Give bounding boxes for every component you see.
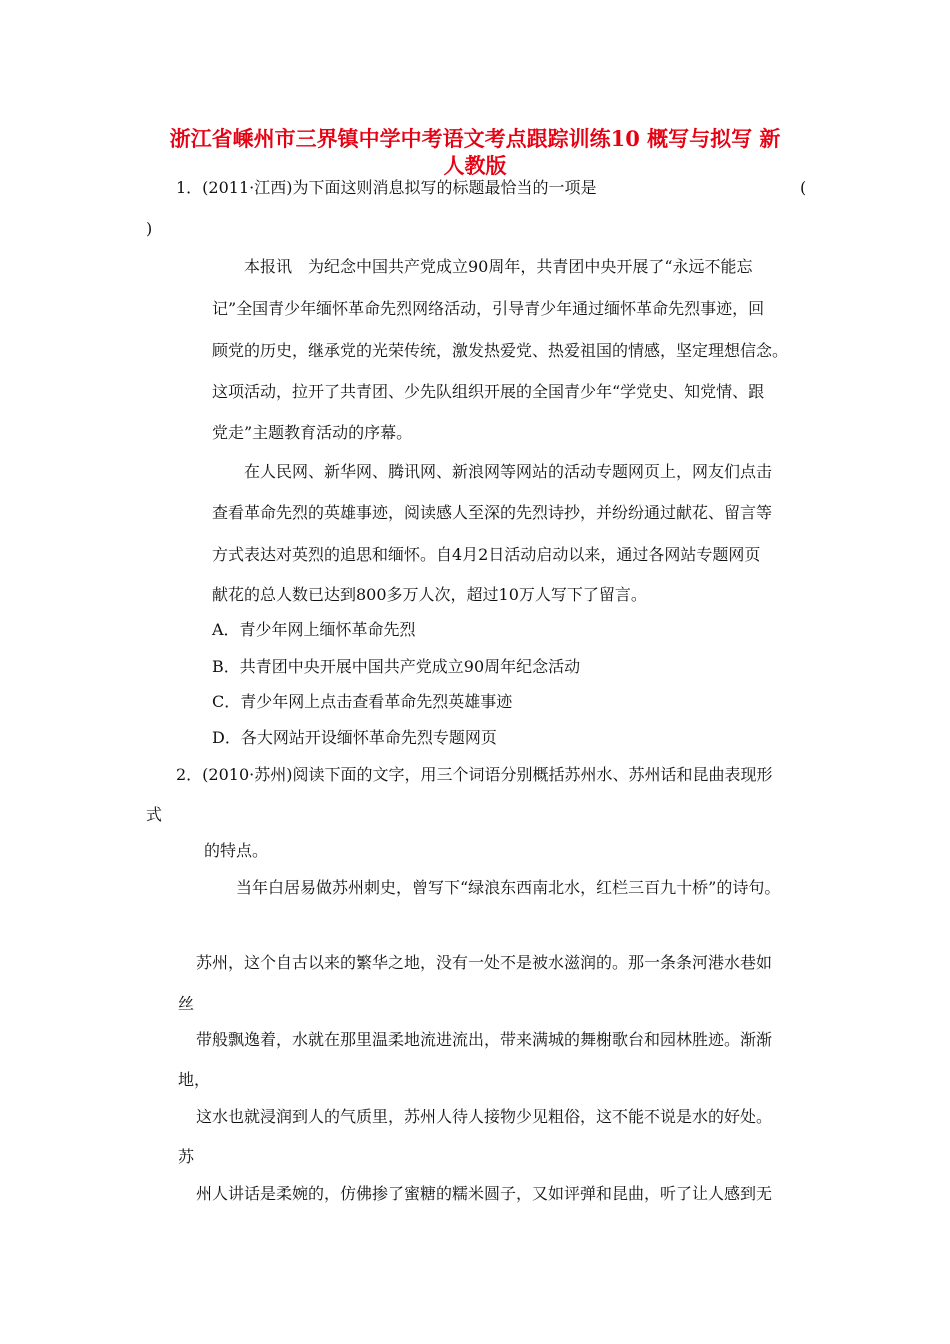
q1-passage-line: 本报讯 为纪念中国共产党成立90周年，共青团中央开展了“永远不能忘 (244, 257, 753, 276)
q1-stem: 1．(2011·江西)为下面这则消息拟写的标题最恰当的一项是 (176, 178, 597, 197)
q2-stem-wrap: 的特点。 (204, 841, 269, 860)
q1-option-a: A．青少年网上缅怀革命先烈 (212, 620, 416, 639)
q1-passage-line: 党走”主题教育活动的序幕。 (212, 423, 413, 442)
q1-answer-bracket-open: ( (800, 178, 807, 197)
q2-passage-line: 带般飘逸着，水就在那里温柔地流进流出，带来满城的舞榭歌台和园林胜迹。渐渐 (196, 1030, 773, 1049)
q2-passage-line: 地， (178, 1070, 211, 1089)
title-line-2: 人教版 (443, 153, 507, 178)
q1-option-c: C．青少年网上点击查看革命先烈英雄事迹 (212, 692, 513, 711)
q1-passage-line: 顾党的历史，继承党的光荣传统，激发热爱党、热爱祖国的情感，坚定理想信念。 (212, 341, 789, 360)
q2-passage-line: 当年白居易做苏州刺史，曾写下“绿浪东西南北水，红栏三百九十桥”的诗句。 (236, 878, 781, 897)
q1-answer-bracket-close: ) (146, 219, 153, 238)
q1-passage-line: 这项活动，拉开了共青团、少先队组织开展的全国青少年“学党史、知党情、跟 (212, 382, 765, 401)
q1-passage-line: 方式表达对英烈的追思和缅怀。自4月2日活动启动以来，通过各网站专题网页 (212, 545, 761, 564)
q1-option-d: D．各大网站开设缅怀革命先烈专题网页 (212, 728, 497, 747)
q2-stem-wrap: 式 (146, 805, 163, 824)
title-line-1: 浙江省嵊州市三界镇中学中考语文考点跟踪训练10 概写与拟写 新 (169, 126, 781, 151)
q1-option-b: B．共青团中央开展中国共产党成立90周年纪念活动 (212, 657, 581, 676)
q2-passage-line: 州人讲话是柔婉的，仿佛掺了蜜糖的糯米圆子，又如评弹和昆曲，听了让人感到无 (196, 1184, 773, 1203)
q1-passage-line: 记”全国青少年缅怀革命先烈网络活动，引导青少年通过缅怀革命先烈事迹，回 (212, 299, 765, 318)
q2-passage-line: 苏 (178, 1147, 195, 1166)
q2-passage-line: 丝 (178, 994, 195, 1013)
q1-passage-line: 献花的总人数已达到800多万人次，超过10万人写下了留言。 (212, 585, 647, 604)
document-title (140, 125, 810, 179)
q2-passage-line: 这水也就浸润到人的气质里，苏州人待人接物少见粗俗，这不能不说是水的好处。 (196, 1107, 773, 1126)
q1-passage-line: 查看革命先烈的英雄事迹，阅读感人至深的先烈诗抄，并纷纷通过献花、留言等 (212, 503, 773, 522)
q2-passage-line: 苏州，这个自古以来的繁华之地，没有一处不是被水滋润的。那一条条河港水巷如 (196, 953, 773, 972)
q1-passage-line: 在人民网、新华网、腾讯网、新浪网等网站的活动专题网页上，网友们点击 (244, 462, 773, 481)
q2-stem: 2．(2010·苏州)阅读下面的文字，用三个词语分别概括苏州水、苏州话和昆曲表现形 (176, 765, 773, 784)
